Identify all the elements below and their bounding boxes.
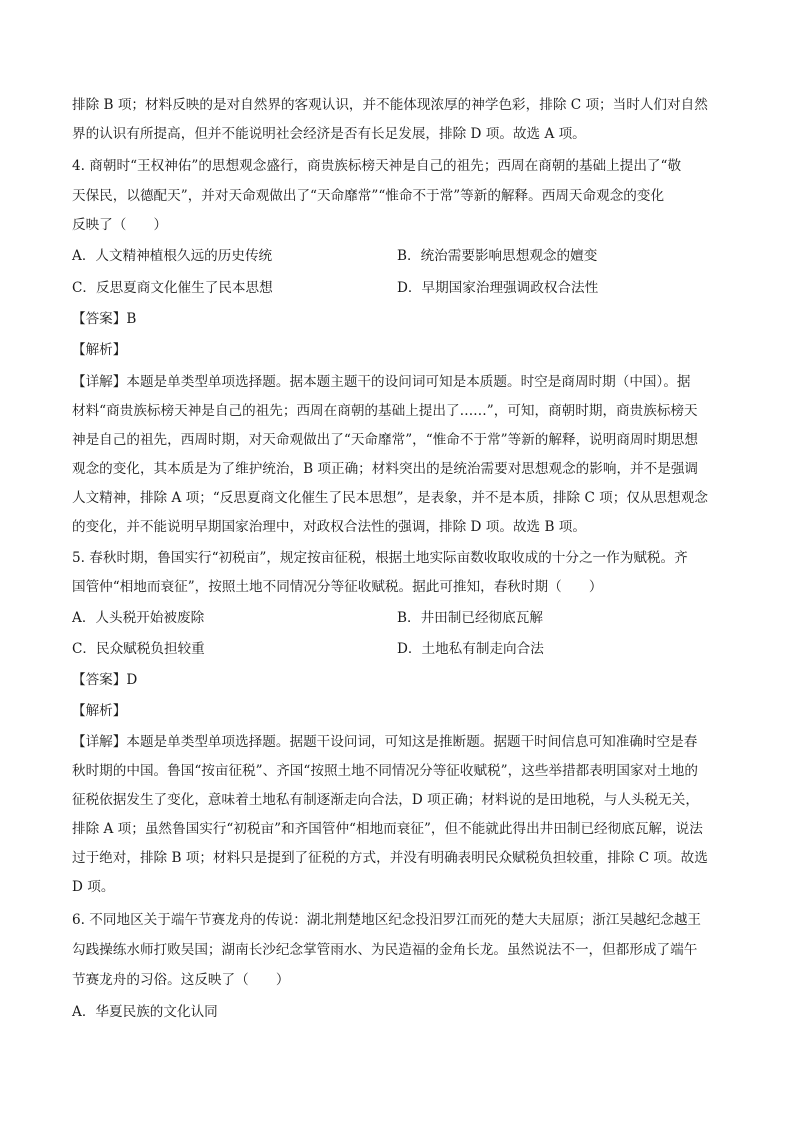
q4-detail-line-5: 人文精神，排除 A 项；“反思夏商文化催生了民本思想”，是表象，并不是本质，排除 C 项；仅从思想观念: [72, 490, 708, 506]
q4-stem-line-1: 4. 商朝时“王权神佑”的思想观念盛行，商贵族标榜天神是自己的祖先；西周在商朝的基础上提出了“敬: [72, 158, 682, 174]
q5-stem-line-1: 5. 春秋时期，鲁国实行“初税亩”，规定按亩征税，根据土地实际亩数收取收成的十分之一作为赋税。齐: [72, 550, 688, 566]
q4-detail-line-3: 神是自己的祖先，西周时期，对天命观做出了“天命靡常”，“惟命不于常”等新的解释，说明商周时期思想: [72, 432, 698, 448]
q4-detail-line-1: 【详解】本题是单类型单项选择题。据本题主题干的设问词可知是本质题。时空是商周时期（中国）。据: [72, 374, 691, 390]
q6-stem-line-1: 6. 不同地区关于端午节赛龙舟的传说：湖北荆楚地区纪念投汨罗江而死的楚大夫屈原；浙江吴越纪念越王: [72, 912, 702, 928]
q4-detail-line-6: 的变化，并不能说明早期国家治理中，对政权合法性的强调，排除 D 项。故选 B 项。: [72, 519, 586, 535]
q5-detail-line-3: 征税依据发生了变化，意味着土地私有制逐渐走向合法，D 项正确；材料说的是田地税，与人头税无关，: [72, 792, 699, 808]
q4-answer: 【答案】B: [72, 311, 137, 327]
q6-stem-line-2: 勾践操练水师打败吴国；湖南长沙纪念掌管雨水、为民造福的金角长龙。虽然说法不一，但都形成了端午: [72, 942, 698, 958]
q5-option-d: D．土地私有制走向合法: [397, 641, 544, 657]
q4-option-b: B．统治需要影响思想观念的嬗变: [397, 248, 598, 264]
q4-detail-line-4: 观念的变化，其本质是为了维护统治，B 项正确；材料突出的是统治需要对思想观念的影响，并不是强调: [72, 461, 699, 477]
q4-stem-line-3: 反映了（ ）: [72, 217, 168, 233]
q4-option-d: D．早期国家治理强调政权合法性: [397, 280, 599, 296]
q4-analysis-heading: 【解析】: [72, 342, 127, 358]
q5-detail-line-1: 【详解】本题是单类型单项选择题。据题干设问词，可知这是推断题。据题干时间信息可知准确时空是春: [72, 734, 698, 750]
q6-option-a: A．华夏民族的文化认同: [72, 1004, 218, 1020]
prev-explanation-line-2: 界的认识有所提高，但并不能说明社会经济是否有长足发展，排除 D 项。故选 A 项。: [72, 126, 586, 142]
q5-detail-line-2: 秋时期的中国。鲁国“按亩征税”、齐国“按照土地不同情况分等征收赋税”，这些举措都表明国家对土地的: [72, 763, 698, 779]
q6-stem-line-3: 节赛龙舟的习俗。这反映了（ ）: [72, 972, 290, 988]
q4-option-c: C．反思夏商文化催生了民本思想: [72, 280, 273, 296]
q5-option-a: A．人头税开始被废除: [72, 610, 205, 626]
q5-detail-line-5: 过于绝对，排除 B 项；材料只是提到了征税的方式，并没有明确表明民众赋税负担较重，排除 C 项。故选: [72, 850, 708, 866]
q5-option-c: C．民众赋税负担较重: [72, 641, 205, 657]
q5-stem-line-2: 国管仲“相地而衰征”，按照土地不同情况分等征收赋税。据此可推知，春秋时期（ ）: [72, 579, 603, 595]
q5-analysis-heading: 【解析】: [72, 703, 127, 719]
q5-detail-line-6: D 项。: [72, 879, 115, 895]
q4-detail-line-2: 材料“商贵族标榜天神是自己的祖先；西周在商朝的基础上提出了……”，可知，商朝时期，商贵族标榜天: [72, 403, 698, 419]
q5-option-b: B．井田制已经彻底瓦解: [397, 610, 543, 626]
prev-explanation-line-1: 排除 B 项；材料反映的是对自然界的客观认识，并不能体现浓厚的神学色彩，排除 C 项；当时人们对自然: [72, 97, 708, 113]
q5-detail-line-4: 排除 A 项；虽然鲁国实行“初税亩”和齐国管仲“相地而衰征”，但不能就此得出井田制已经彻底瓦解，说法: [72, 821, 703, 837]
q4-stem-line-2: 天保民，以德配天”，并对天命观做出了“天命靡常”“惟命不于常”等新的解释。西周天命观念的变化: [72, 188, 665, 204]
q4-option-a: A．人文精神植根久远的历史传统: [72, 248, 273, 264]
q5-answer: 【答案】D: [72, 672, 138, 688]
